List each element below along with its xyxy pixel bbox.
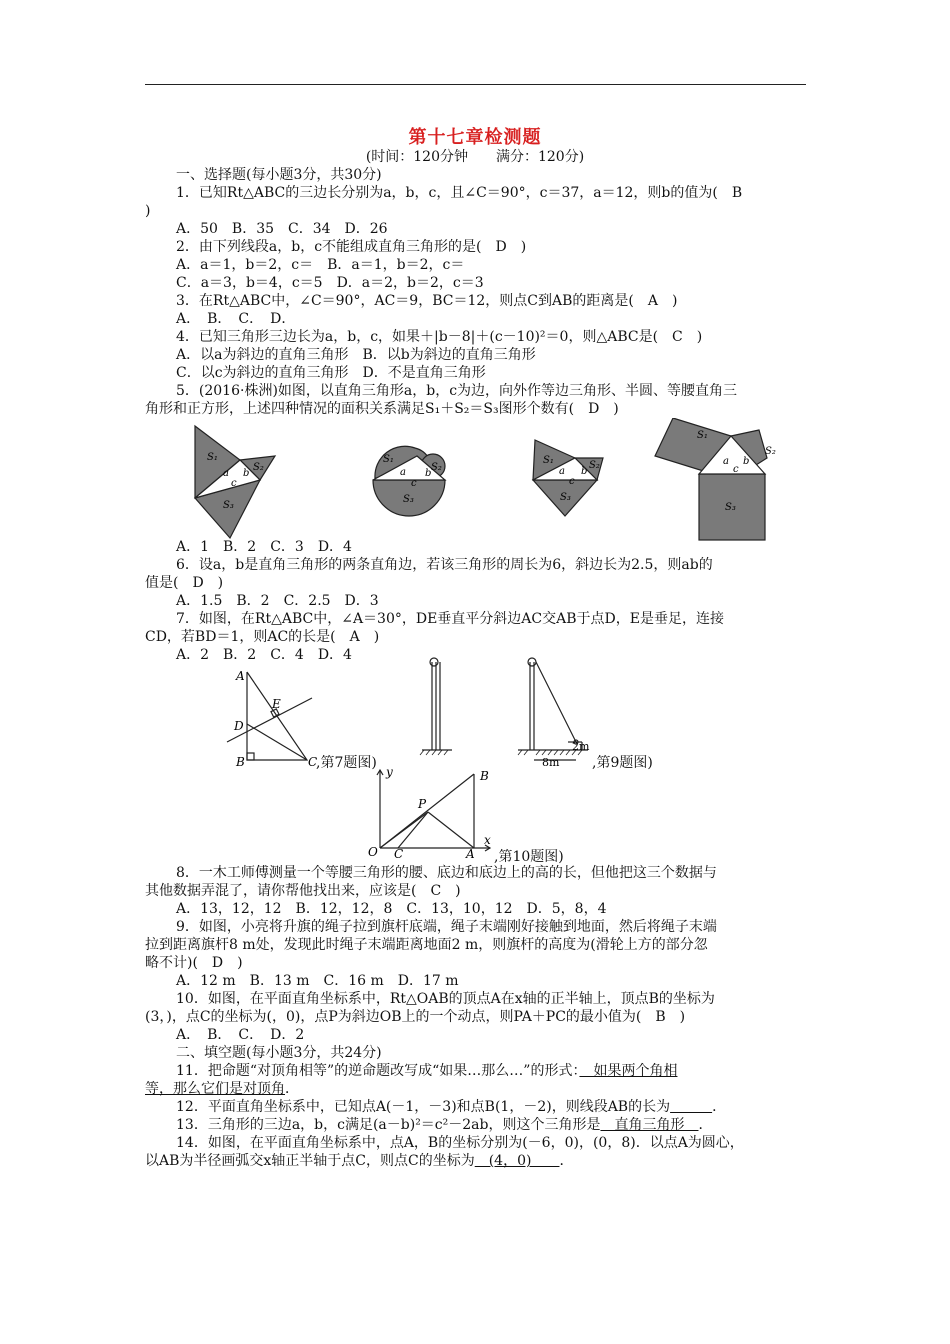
q1-options: A．50 B．35 C．34 D．26: [176, 221, 388, 237]
q7-options: A．2 B．2 C．4 D．4: [176, 647, 352, 663]
q5-figures: [185, 418, 805, 543]
fig5a-b-label: b: [243, 468, 250, 479]
q8-stem-2: 其他数据弄混了，请你帮他找出来，应该是( C ): [145, 883, 461, 899]
q5-options: A．1 B．2 C．3 D．4: [176, 539, 352, 555]
fig5b-a-label: a: [400, 467, 406, 478]
fig5c-s1-label: S₁: [543, 455, 554, 466]
q5-stem-2: 角形和正方形，上述四种情况的面积关系满足S₁＋S₂＝S₃图形个数有( D ): [145, 401, 619, 417]
q10-options: A． B． C． D．2: [176, 1027, 305, 1043]
q1-stem-end: ): [145, 203, 151, 219]
fig5c-b-label: b: [581, 466, 588, 477]
q7-stem: 7．如图，在Rt△ABC中，∠A＝30°，DE垂直平分斜边AC交AB于点D，E是垂足，连接: [176, 611, 724, 627]
q13-answer: 直角三角形: [600, 1117, 699, 1133]
q11-end: ．: [285, 1081, 299, 1097]
section-fill: 二、填空题(每小题3分，共24分): [176, 1045, 382, 1061]
fig9-label-8m: 8m: [542, 756, 560, 769]
q13-end: ．: [698, 1117, 713, 1133]
fig10-label-p: P: [418, 797, 427, 811]
fig5d-b-label: b: [743, 456, 750, 467]
q4-stem: 4．已知三角形三边长为a，b，c，如果＋|b－8|＋(c－10)²＝0，则△ABC是( C ): [176, 329, 703, 345]
q5-stem: 5．(2016·株洲)如图，以直角三角形a，b，c为边，向外作等边三角形、半圆、等腰直角三: [176, 383, 738, 399]
q10-stem-2: (3，)，点C的坐标为(，0)，点P为斜边OB上的一个动点，则PA＋PC的最小值为( B ): [145, 1009, 686, 1025]
q12-text: 12．平面直角坐标系中，已知点A(－1，－3)和点B(1，－2)，则线段AB的长为: [176, 1099, 671, 1115]
q4-options-2: C．以c为斜边的直角三角形 D．不是直角三角形: [176, 365, 486, 381]
fig5a-s3-label: S₃: [223, 500, 234, 511]
q3-stem: 3．在Rt△ABC中，∠C＝90°，AC＝9，BC＝12，则点C到AB的距离是( A ): [176, 293, 678, 309]
fig7-label-b: B: [236, 755, 245, 769]
q10-stem: 10．如图，在平面直角坐标系中，Rt△OAB的顶点A在x轴的正半轴上，顶点B的坐标为: [176, 991, 715, 1007]
fig7: [222, 664, 322, 770]
fig5b-s1-label: S₁: [383, 454, 394, 465]
fig5a-s1-label: S₁: [207, 452, 218, 463]
q9-stem-3: 略不计)( D ): [145, 955, 243, 971]
page-subtitle: (时间：120分钟 满分：120分): [365, 149, 585, 165]
q11-answer-2: 等，那么它们是对顶角: [145, 1081, 285, 1097]
q8-options: A．13，12，12 B．12，12，8 C．13，10，12 D．5，8，4: [176, 901, 607, 917]
fig7-label-a: A: [236, 669, 245, 683]
fig5a-c-label: c: [231, 478, 237, 489]
fig7-label-c: C: [308, 755, 318, 769]
q12-end: ．: [712, 1099, 727, 1115]
fig5d-a-label: a: [723, 456, 729, 467]
q4-options-1: A．以a为斜边的直角三角形 B．以b为斜边的直角三角形: [176, 347, 536, 363]
page-title: 第十七章检测题: [408, 127, 542, 148]
fig10-label-b: B: [480, 769, 489, 783]
q6-stem-2: 值是( D ): [145, 575, 224, 591]
q2-stem: 2．由下列线段a，b，c不能组成直角三角形的是( D ): [176, 239, 527, 255]
q9-stem: 9．如图，小亮将升旗的绳子拉到旗杆底端，绳子末端刚好接触到地面，然后将绳子末端: [176, 919, 717, 935]
fig5d-s1-label: S₁: [697, 430, 708, 441]
fig5d-s3-label: S₃: [725, 502, 736, 513]
fig5b-b-label: b: [425, 468, 432, 479]
header-rule: [145, 84, 806, 85]
fig9-label-2m: 2m: [572, 740, 590, 753]
q2-options-2: C．a＝3，b＝4，c＝5 D．a＝2，b＝2，c＝3: [176, 275, 484, 291]
fig10: [358, 766, 498, 860]
fig7-label-d: D: [234, 719, 244, 733]
fig5d-c-label: c: [733, 464, 739, 475]
q2-options-1: A．a＝1，b＝2，c＝ B．a＝1，b＝2，c＝: [176, 257, 465, 273]
q3-options: A． B． C． D．: [176, 311, 296, 327]
q6-stem: 6．设a，b是直角三角形的两条直角边，若该三角形的周长为6，斜边长为2.5，则ab的: [176, 557, 713, 573]
fig5b-s2-label: S₂: [431, 462, 442, 473]
fig10-caption: ,第10题图): [494, 849, 564, 865]
fig10-label-x: x: [484, 833, 491, 847]
q11-stem: [176, 1062, 677, 1080]
fig5c-s3-label: S₃: [560, 492, 571, 503]
fig5a-a-label: a: [223, 468, 229, 479]
q1-stem: 1．已知Rt△ABC的三边长分别为a，b，c，且∠C＝90°，c＝37，a＝12，则b的值为( B: [176, 185, 743, 201]
fig9-caption: ,第9题图): [592, 755, 653, 771]
q13-text: 13．三角形的三边a，b，c满足(a－b)²＝c²－2ab，则这个三角形是: [176, 1117, 601, 1133]
fig10-label-o: O: [368, 845, 378, 859]
q14-text: 以AB为半径画弧交x轴正半轴于点C，则点C的坐标为: [145, 1153, 475, 1169]
q13-stem: [176, 1116, 712, 1134]
fig10-label-a: A: [466, 847, 475, 860]
q9-options: A．12 m B．13 m C．16 m D．17 m: [176, 973, 459, 989]
q11-answer-1: 如果两个角相: [579, 1063, 678, 1079]
q7-stem-2: CD，若BD＝1，则AC的长是( A ): [145, 629, 380, 645]
q14-stem: 14．如图，在平面直角坐标系中，点A，B的坐标分别为(－6，0)，(0，8)．以点A为圆心，: [176, 1135, 744, 1151]
fig5b-c-label: c: [411, 478, 417, 489]
q14-end: ．: [559, 1153, 574, 1169]
q12-blank: [670, 1099, 712, 1115]
q9-stem-2: 拉到距离旗杆8 m处，发现此时绳子末端距离地面2 m，则旗杆的高度为(滑轮上方的部分忽: [145, 937, 708, 953]
q8-stem: 8．一木工师傅测量一个等腰三角形的腰、底边和底边上的高的长，但他把这三个数据与: [176, 865, 717, 881]
section-choice: 一、选择题(每小题3分，共30分): [176, 167, 382, 183]
fig7-caption: ,第7题图): [316, 755, 377, 771]
q6-options: A．1.5 B．2 C．2.5 D．3: [176, 593, 379, 609]
fig5c-a-label: a: [559, 466, 565, 477]
q14-answer: (4，0): [474, 1153, 560, 1169]
q14-stem-2: [145, 1152, 573, 1170]
q12-stem: [176, 1098, 726, 1116]
fig5c-s2-label: S₂: [589, 460, 600, 471]
q11-stem-2: [145, 1080, 299, 1098]
fig7-label-e: E: [272, 697, 281, 711]
fig10-label-y: y: [386, 766, 393, 779]
fig5c-c-label: c: [569, 476, 575, 487]
fig10-label-c: C: [394, 847, 404, 860]
q11-text: 11．把命题“对顶角相等”的逆命题改写成“如果…那么…”的形式：: [176, 1063, 580, 1079]
fig5a-s2-label: S₂: [253, 462, 264, 473]
fig5d-s2-label: S₂: [765, 446, 776, 457]
fig5b-s3-label: S₃: [403, 494, 414, 505]
